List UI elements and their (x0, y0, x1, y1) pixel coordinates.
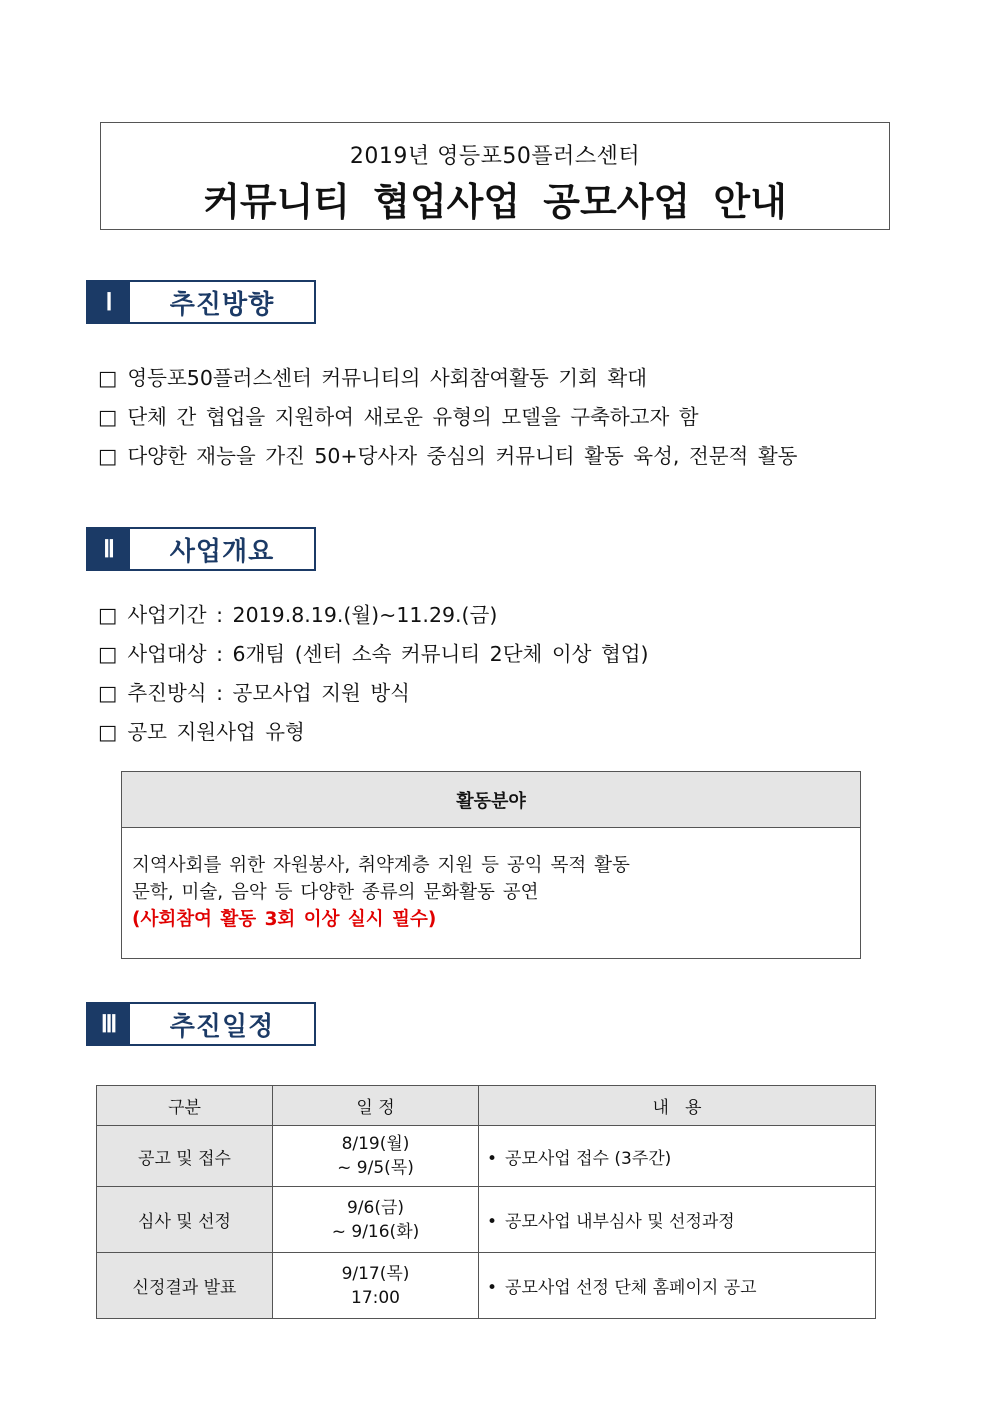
column-header: 일 정 (273, 1086, 479, 1126)
list-item: □ 사업기간 : 2019.8.19.(월)~11.29.(금) (98, 603, 498, 627)
title-box (100, 122, 890, 230)
schedule-category: 신정결과 발표 (97, 1253, 273, 1319)
activity-field-header: 활동분야 (122, 772, 860, 828)
bullet-dot-icon: • (487, 1148, 498, 1169)
checkbox-square-icon: □ (98, 720, 118, 744)
schedule-content: • 공모사업 선정 단체 홈페이지 공고 (479, 1253, 876, 1319)
list-item: □ 단체 간 협업을 지원하여 새로운 유형의 모델을 구축하고자 함 (98, 405, 699, 429)
table-row (97, 1253, 876, 1319)
schedule-date: 9/6(금) ~ 9/16(화) (273, 1187, 479, 1253)
checkbox-square-icon: □ (98, 681, 118, 705)
checkbox-square-icon: □ (98, 603, 118, 627)
section-label: 추진일정 (169, 1011, 275, 1042)
section-number: Ⅱ (88, 529, 130, 569)
checkbox-square-icon: □ (98, 405, 118, 429)
list-item: □ 다양한 재능을 가진 50+당사자 중심의 커뮤니티 활동 육성, 전문적 활동 (98, 444, 798, 468)
activity-field-table (121, 771, 861, 959)
schedule-table (96, 1085, 876, 1319)
table-row (97, 1126, 876, 1187)
schedule-date: 9/17(목) 17:00 (273, 1253, 479, 1319)
document-subtitle: 2019년 영등포50플러스센터 (349, 144, 641, 169)
bullet-dot-icon: • (487, 1278, 498, 1298)
list-item: □ 추진방식 : 공모사업 지원 방식 (98, 681, 410, 705)
table-header-row (97, 1086, 876, 1126)
column-header: 내 용 (479, 1086, 876, 1126)
activity-line: 문학, 미술, 음악 등 다양한 종류의 문화활동 공연 (132, 882, 539, 903)
section-heading-overview (86, 527, 316, 571)
section-label: 추진방향 (169, 289, 275, 320)
overview-list (98, 596, 649, 752)
section-heading-schedule (86, 1002, 316, 1046)
section-heading-direction (86, 280, 316, 324)
section-number: Ⅰ (88, 282, 130, 322)
schedule-content: • 공모사업 내부심사 및 선정과정 (479, 1187, 876, 1253)
activity-line: 지역사회를 위한 자원봉사, 취약계층 지원 등 공익 목적 활동 (132, 855, 630, 876)
document-title: 커뮤니티 협업사업 공모사업 안내 (203, 180, 787, 224)
list-item: □ 영등포50플러스센터 커뮤니티의 사회참여활동 기회 확대 (98, 366, 647, 390)
section-number: Ⅲ (88, 1004, 130, 1044)
schedule-category: 공고 및 접수 (97, 1126, 273, 1187)
activity-field-body (122, 828, 860, 933)
section-label: 사업개요 (169, 536, 275, 567)
list-item: □ 공모 지원사업 유형 (98, 720, 305, 744)
checkbox-square-icon: □ (98, 366, 118, 390)
activity-requirement-note: (사회참여 활동 3회 이상 실시 필수) (132, 909, 437, 930)
checkbox-square-icon: □ (98, 444, 118, 468)
schedule-category: 심사 및 선정 (97, 1187, 273, 1253)
column-header: 구분 (97, 1086, 273, 1126)
schedule-date: 8/19(월) ~ 9/5(목) (273, 1126, 479, 1187)
table-row (97, 1187, 876, 1253)
bullet-dot-icon: • (487, 1212, 498, 1232)
checkbox-square-icon: □ (98, 642, 118, 666)
direction-list (98, 359, 797, 476)
list-item: □ 사업대상 : 6개팀 (센터 소속 커뮤니티 2단체 이상 협업) (98, 642, 649, 666)
schedule-content: • 공모사업 접수 (3주간) (479, 1126, 876, 1187)
